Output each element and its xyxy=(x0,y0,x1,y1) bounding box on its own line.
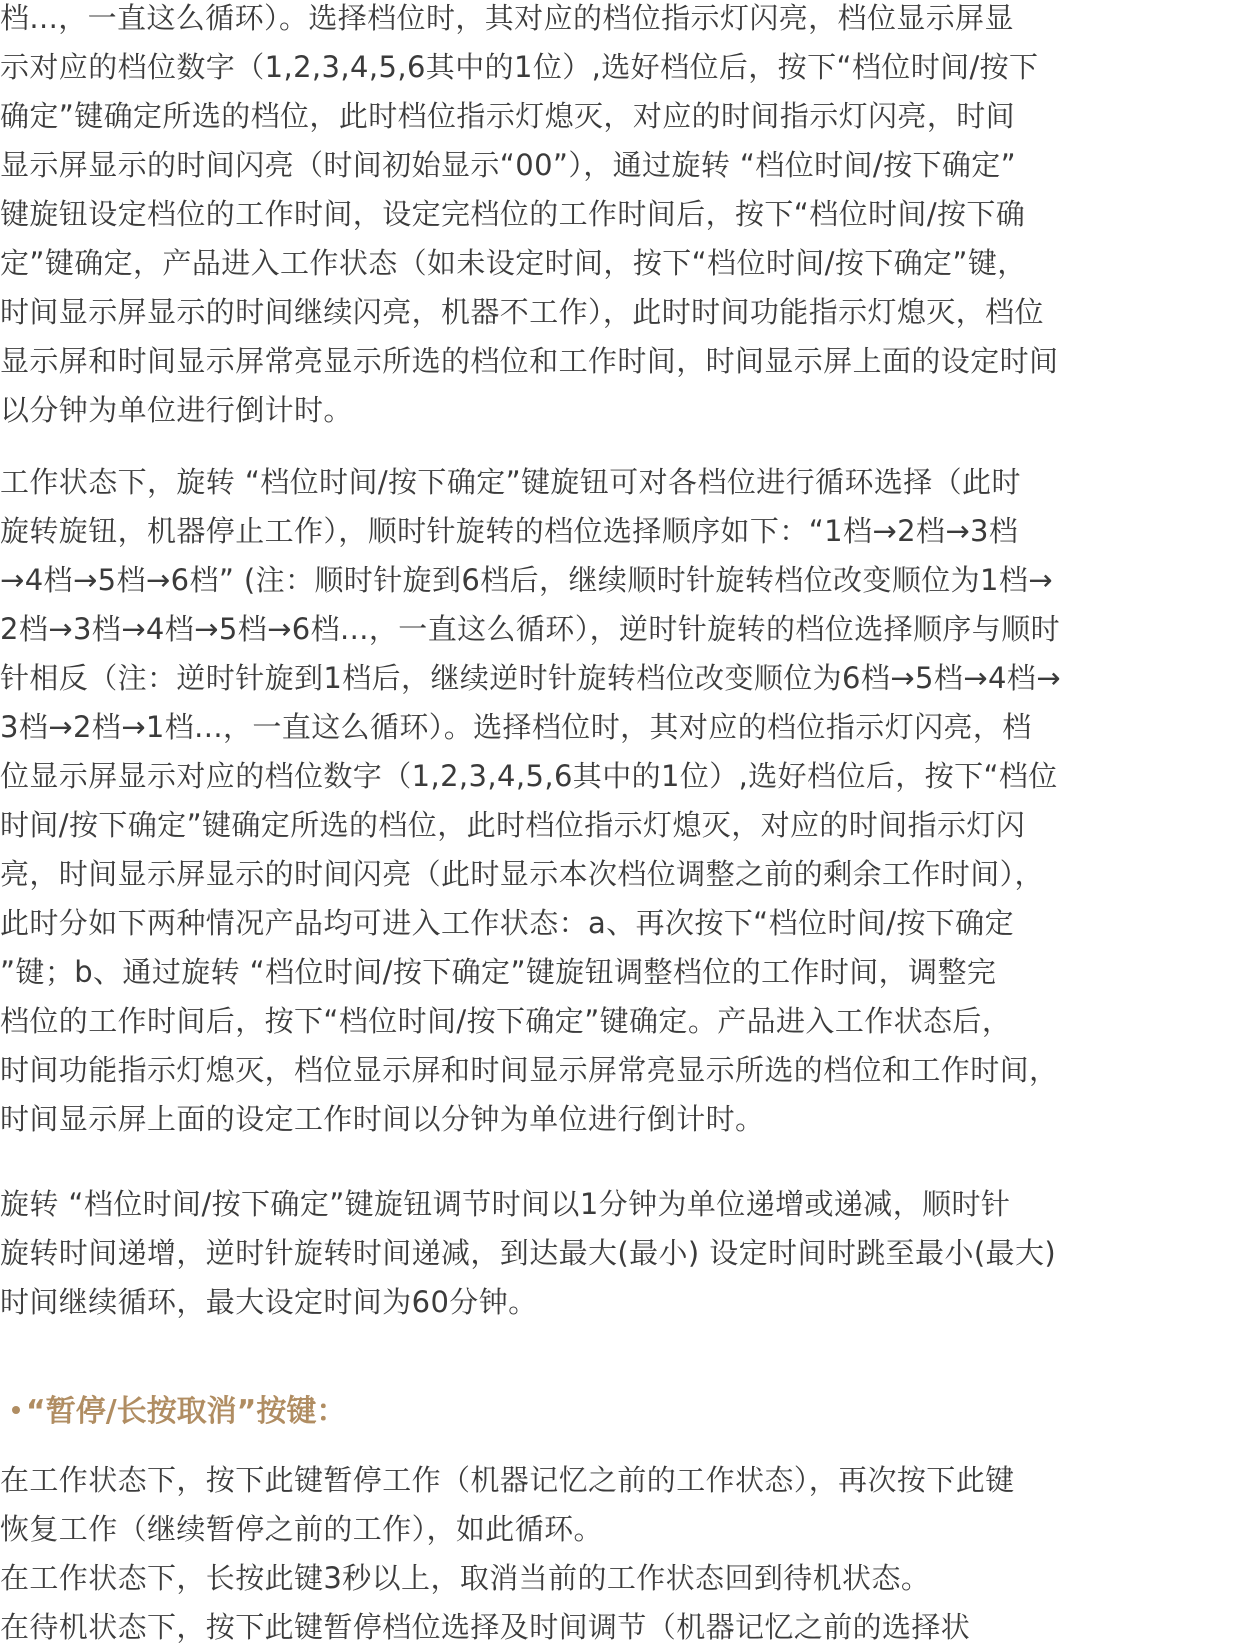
paragraph-time-adjustment xyxy=(0,1180,1056,1327)
text-line: 时间显示屏显示的时间继续闪亮，机器不工作），此时时间功能指示灯熄灭，档位 xyxy=(0,295,1044,329)
text-line: 以分钟为单位进行倒计时。 xyxy=(0,393,353,427)
text-line: 此时分如下两种情况产品均可进入工作状态：a、再次按下“档位时间/按下确定 xyxy=(0,906,1014,940)
text-line: 旋转旋钮，机器停止工作），顺时针旋转的档位选择顺序如下：“1档→2档→3档 xyxy=(0,514,1019,548)
section-heading-pause-cancel-key xyxy=(12,1392,346,1432)
text-line: ”键；b、通过旋转 “档位时间/按下确定”键旋钮调整档位的工作时间，调整完 xyxy=(0,955,997,989)
text-line: 时间/按下确定”键确定所选的档位，此时档位指示灯熄灭，对应的时间指示灯闪 xyxy=(0,808,1026,842)
text-line: 显示屏显示的时间闪亮（时间初始显示“00”），通过旋转 “档位时间/按下确定” xyxy=(0,148,1017,182)
text-line: 位显示屏显示对应的档位数字（1,2,3,4,5,6其中的1位）,选好档位后，按下“档位 xyxy=(0,759,1058,793)
text-line: 显示屏和时间显示屏常亮显示所选的档位和工作时间，时间显示屏上面的设定时间 xyxy=(0,344,1059,378)
text-line: 亮，时间显示屏显示的时间闪亮（此时显示本次档位调整之前的剩余工作时间）， xyxy=(0,857,1044,891)
text-line: 恢复工作（继续暂停之前的工作），如此循环。 xyxy=(0,1512,603,1546)
text-line: 时间显示屏上面的设定工作时间以分钟为单位进行倒计时。 xyxy=(0,1102,765,1136)
text-line: 时间功能指示灯熄灭，档位显示屏和时间显示屏常亮显示所选的档位和工作时间， xyxy=(0,1053,1059,1087)
text-line: 在工作状态下，按下此键暂停工作（机器记忆之前的工作状态），再次按下此键 xyxy=(0,1463,1015,1497)
text-line: →4档→5档→6档” (注：顺时针旋到6档后，继续顺时针旋转档位改变顺位为1档→ xyxy=(0,563,1054,597)
paragraph-pause-cancel-description xyxy=(0,1456,1015,1652)
text-line: 旋转 “档位时间/按下确定”键旋钮调节时间以1分钟为单位递增或递减，顺时针 xyxy=(0,1187,1011,1221)
text-line: 工作状态下，旋转 “档位时间/按下确定”键旋钮可对各档位进行循环选择（此时 xyxy=(0,465,1021,499)
section-heading-text: “暂停/长按取消”按键： xyxy=(26,1394,347,1429)
text-line: 在工作状态下，长按此键3秒以上，取消当前的工作状态回到待机状态。 xyxy=(0,1561,931,1595)
paragraph-gear-time-setting xyxy=(0,0,1058,435)
text-line: 2档→3档→4档→5档→6档...，一直这么循环），逆时针旋转的档位选择顺序与顺时 xyxy=(0,612,1061,646)
text-line: 键旋钮设定档位的工作时间，设定完档位的工作时间后，按下“档位时间/按下确 xyxy=(0,197,1026,231)
text-line: 针相反（注：逆时针旋到1档后，继续逆时针旋转档位改变顺位为6档→5档→4档→ xyxy=(0,661,1061,695)
text-line: 定”键确定，产品进入工作状态（如未设定时间，按下“档位时间/按下确定”键， xyxy=(0,246,1027,280)
text-line: 旋转时间递增，逆时针旋转时间递减，到达最大(最小) 设定时间时跳至最小(最大) xyxy=(0,1236,1057,1270)
text-line: 3档→2档→1档...，一直这么循环）。选择档位时，其对应的档位指示灯闪亮，档 xyxy=(0,710,1032,744)
paragraph-working-state-gear-cycle xyxy=(0,458,1061,1144)
text-line: 档...，一直这么循环）。选择档位时，其对应的档位指示灯闪亮，档位显示屏显 xyxy=(0,1,1014,35)
text-line: 时间继续循环，最大设定时间为60分钟。 xyxy=(0,1285,538,1319)
text-line: 档位的工作时间后，按下“档位时间/按下确定”键确定。产品进入工作状态后， xyxy=(0,1004,1012,1038)
text-line: 确定”键确定所选的档位，此时档位指示灯熄灭，对应的时间指示灯闪亮，时间 xyxy=(0,99,1016,133)
text-line: 在待机状态下，按下此键暂停档位选择及时间调节（机器记忆之前的选择状 xyxy=(0,1610,971,1644)
bullet-dot-icon xyxy=(12,1406,20,1414)
text-line: 示对应的档位数字（1,2,3,4,5,6其中的1位）,选好档位后，按下“档位时间/按下 xyxy=(0,50,1039,84)
